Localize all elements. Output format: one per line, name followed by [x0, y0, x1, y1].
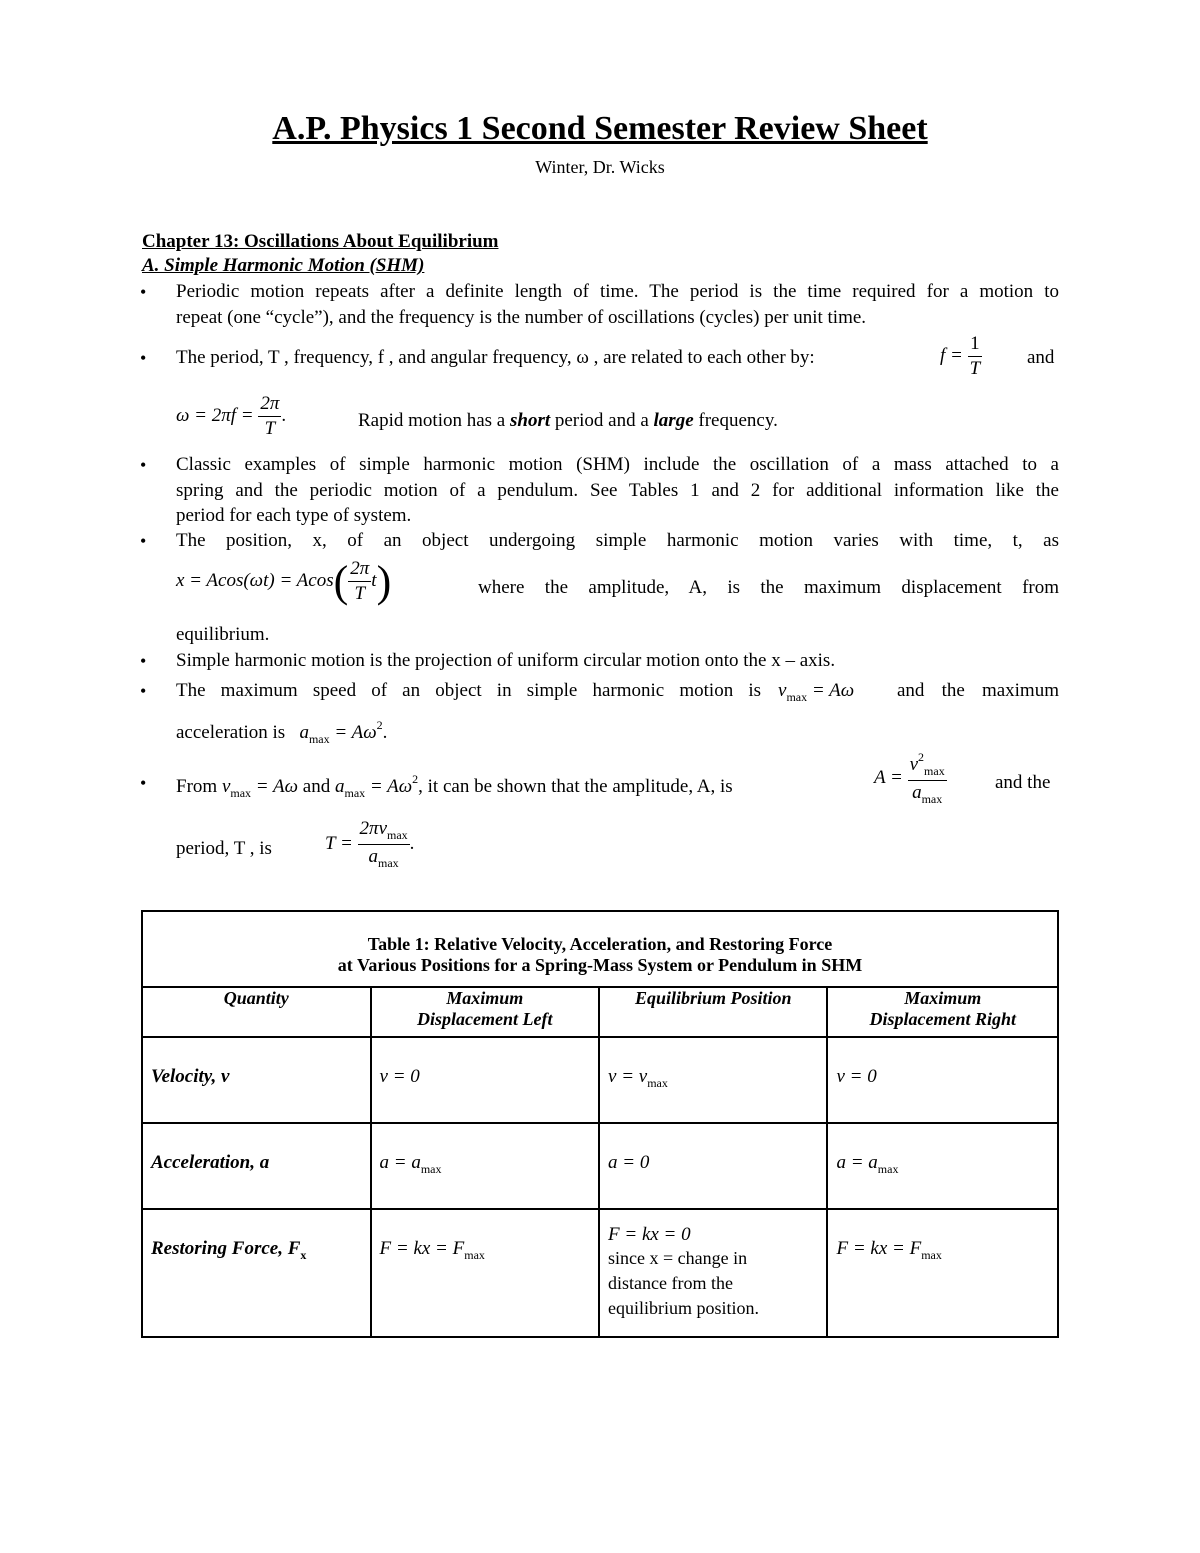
- bullet-2-and: and: [1027, 347, 1055, 368]
- table-cell: $v = v_{max}$: [599, 1037, 827, 1123]
- table-cell: v = 0: [827, 1037, 1058, 1123]
- fraction-numerator: 2π: [348, 558, 371, 582]
- subscript-max: max: [308, 732, 330, 746]
- table-cell: v = 0: [371, 1037, 600, 1123]
- formula-angular-lhs: ω = 2πf =: [176, 404, 254, 426]
- formula-amax-rhs: = Aω: [334, 722, 377, 743]
- page-title: A.P. Physics 1 Second Semester Review Sheet: [272, 110, 928, 147]
- table-cell: F = kx = $F_{max}$: [827, 1209, 1058, 1337]
- bullet-4-line-2: where the amplitude, A, is the maximum displacement from: [478, 577, 1059, 598]
- subscript-max: max: [230, 786, 252, 800]
- fraction-denominator: T: [264, 418, 276, 439]
- formula-position-lhs: x = Acos(ωt) = Acos: [176, 569, 334, 591]
- bullet-marker: •: [140, 681, 147, 701]
- bullet-marker: •: [140, 282, 147, 302]
- fraction-numerator: 1: [968, 333, 983, 357]
- table-1: [141, 910, 1059, 1338]
- formula-period: T = $\frac{2\pi v_{max}}{a_{max}}$ .: [325, 818, 415, 870]
- subscript-max: max: [344, 786, 366, 800]
- chapter-heading: Chapter 13: Oscillations About Equilibrium: [142, 231, 499, 252]
- bullet-marker: •: [140, 651, 147, 671]
- fraction-numerator: $2\pi v_{max}$: [358, 818, 410, 845]
- superscript-2: 2: [376, 718, 383, 732]
- bullet-5-text: Simple harmonic motion is the projection of uniform circular motion onto the x – axis.: [176, 650, 836, 671]
- bullet-marker: •: [140, 773, 147, 793]
- bullet-7-and-the: and the: [995, 772, 1051, 793]
- table-header-row: [142, 987, 1058, 1037]
- fraction-denominator: T: [354, 583, 366, 604]
- row-label-restoring-force: Restoring Force, $F_x$: [142, 1209, 371, 1337]
- bullet-1-line-1: Periodic motion repeats after a definite length of time. The period is the time required for a motion to: [176, 281, 1059, 302]
- fraction: [348, 558, 371, 605]
- symbol-a: a: [334, 776, 345, 797]
- row-label-velocity: Velocity, v: [142, 1037, 371, 1123]
- bullet-marker: •: [140, 348, 147, 368]
- formula-period-lhs: T =: [325, 832, 353, 854]
- table-cell: $a = a_{max}$: [371, 1123, 600, 1209]
- table-header-cell: Maximum Displacement Right: [827, 987, 1058, 1037]
- bullet-7-line-1: [176, 772, 733, 801]
- table-caption-line-2: at Various Positions for a Spring-Mass System or Pendulum in SHM: [337, 955, 863, 975]
- fraction: [258, 393, 281, 440]
- bullet-7-line-2: period, T , is: [176, 838, 272, 859]
- bullet-6-line-2-pre: acceleration is: [176, 722, 286, 743]
- fraction-numerator: 2π: [258, 393, 281, 417]
- word-short: short: [509, 410, 551, 431]
- fraction-denominator: T: [969, 358, 981, 379]
- page-subtitle: Winter, Dr. Wicks: [535, 157, 665, 177]
- bullet-3-line-3: period for each type of system.: [176, 505, 412, 526]
- table-row: [142, 1123, 1058, 1209]
- superscript-2: 2: [412, 772, 419, 786]
- bullet-6-line-1-pre: The maximum speed of an object in simple harmonic motion is: [176, 680, 761, 701]
- table-cell: $a = a_{max}$: [827, 1123, 1058, 1209]
- bullet-6-line-1-post: and the maximum: [897, 680, 1059, 701]
- symbol-v: v: [778, 680, 787, 701]
- formula-amplitude: [874, 750, 947, 807]
- formula-frequency: [940, 333, 982, 380]
- table-cell: F = kx = $F_{max}$: [371, 1209, 600, 1337]
- table-row: [142, 1037, 1058, 1123]
- bullet-marker: •: [140, 455, 147, 475]
- fraction: [968, 333, 983, 380]
- table-header-cell: Maximum Displacement Left: [371, 987, 600, 1037]
- table-row: [142, 1209, 1058, 1337]
- symbol-v: v: [221, 776, 231, 797]
- rapid-pre: Rapid motion has a: [358, 410, 506, 431]
- rapid-mid: period and a: [554, 410, 649, 431]
- row-label-acceleration: Acceleration, a: [142, 1123, 371, 1209]
- bullet-3-line-2: spring and the periodic motion of a pendulum. See Tables 1 and 2 for additional information like the: [176, 480, 1059, 501]
- bullet-marker: •: [140, 531, 147, 551]
- bullet-3-line-1: Classic examples of simple harmonic motion (SHM) include the oscillation of a mass attached to a: [176, 454, 1059, 475]
- fraction-numerator: $v^2_{max}$: [908, 750, 947, 781]
- formula-vmax-rhs: = Aω: [811, 680, 855, 701]
- bullet-6-line-2: acceleration is $a_{max} = A\omega^2$.: [176, 718, 388, 746]
- formula-amax-rhs: = Aω: [369, 776, 413, 797]
- bullet-4-line-3: equilibrium.: [176, 624, 270, 645]
- formula-angular-frequency: ω = 2πf = $\frac{2\pi}{T}$ .: [176, 393, 287, 439]
- table-caption: [142, 911, 1058, 987]
- fraction-denominator: $a_{max}$: [368, 846, 399, 870]
- bullet-4-line-1: The position, x, of an object undergoing simple harmonic motion varies with time, t, as: [176, 530, 1059, 551]
- table-header-cell: Equilibrium Position: [599, 987, 827, 1037]
- fraction: [358, 818, 410, 871]
- subscript-max: max: [786, 690, 808, 704]
- bullet-7-pre: From: [176, 776, 218, 797]
- formula-frequency-lhs: f =: [940, 344, 963, 366]
- fraction: [908, 750, 947, 807]
- symbol-a: a: [299, 722, 309, 743]
- bullet-2-text: The period, T , frequency, f , and angular frequency, ω , are related to each other by:: [176, 347, 815, 368]
- word-large: large: [653, 410, 694, 431]
- formula-vmax-rhs: = Aω: [255, 776, 299, 797]
- table-cell: a = 0: [599, 1123, 827, 1209]
- bullet-7-post: , it can be shown that the amplitude, A, is: [418, 776, 733, 797]
- formula-vmax: [778, 680, 854, 705]
- rapid-motion-sentence: [358, 410, 778, 432]
- rapid-post: frequency.: [698, 410, 778, 431]
- formula-amplitude-lhs: A =: [874, 766, 903, 788]
- formula-position: x = Acos(ωt) = Acos( $\frac{2\pi}{T}$ t): [176, 557, 392, 606]
- table-header-cell: Quantity: [142, 987, 371, 1037]
- section-heading: A. Simple Harmonic Motion (SHM): [142, 255, 425, 276]
- table-cell: F = kx = 0 since x = change in distance from the equilibrium position.: [599, 1209, 827, 1337]
- formula-position-t: t: [371, 569, 377, 591]
- table-caption-row: [142, 911, 1058, 987]
- bullet-7-mid: and: [302, 776, 331, 797]
- fraction-denominator: $a_{max}$: [912, 782, 943, 806]
- table-caption-line-1: Table 1: Relative Velocity, Acceleration, and Restoring Force: [367, 934, 833, 954]
- bullet-1-line-2: repeat (one “cycle”), and the frequency is the number of oscillations (cycles) per unit time.: [176, 307, 867, 328]
